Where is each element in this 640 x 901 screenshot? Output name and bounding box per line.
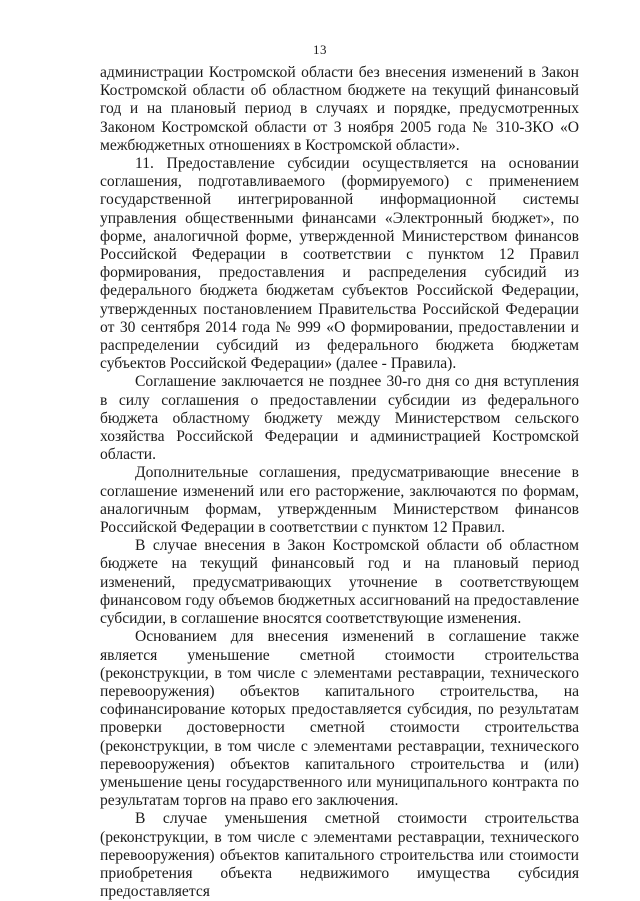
- paragraph-cost-reduction: В случае уменьшения сметной стоимости строительства (реконструкции, в том числе с элементами реставрации, технического перевооружения) объектов капитального строительства или стоимости приобретения объекта недвижимого имущества субсидия предоставляется: [100, 810, 579, 901]
- paragraph-agreement-deadline: Соглашение заключается не позднее 30-го дня со дня вступления в силу соглашения о предоставлении субсидии из федерального бюджета областному бюджету между Министерством сельского хозяйства Российской Федерации и администрацией Костромской области.: [100, 373, 579, 464]
- paragraph-budget-law-changes: В случае внесения в Закон Костромской области об областном бюджете на текущий финансовый год и на плановый период изменений, предусматривающих уточнение в соответствующем финансовом году объемов бюджетных ассигнований на предоставление субсидии, в соглашение вносятся соответствующие изменения.: [100, 537, 579, 628]
- document-body: [100, 64, 579, 901]
- page-number: 13: [313, 42, 327, 57]
- paragraph-continuation: администрации Костромской области без внесения изменений в Закон Костромской области об областном бюджете на текущий финансовый год и на плановый период в случаях и порядке, предусмотренных Законом Костромской области от 3 ноября 2005 года № 310-ЗКО «О межбюджетных отношениях в Костромской области».: [100, 64, 579, 154]
- paragraph-item-11: 11. Предоставление субсидии осуществляется на основании соглашения, подготавливаемого (формируемого) с применением государственной интегрированной информационной системы управления общественными финансами «Электронный бюджет», по форме, аналогичной форме, утвержденной Министерством финансов Российской Федерации в соответствии с пунктом 12 Правил формирования, предоставления и распределения субсидий из федерального бюджета бюджетам субъектов Российской Федерации, утвержденных постановлением Правительства Российской Федерации от 30 сентября 2014 года № 999 «О формировании, предоставлении и распределении субсидий из федерального бюджета бюджетам субъектов Российской Федерации» (далее - Правила).: [100, 155, 579, 373]
- paragraph-grounds-for-changes: Основанием для внесения изменений в соглашение также является уменьшение сметной стоимости строительства (реконструкции, в том числе с элементами реставрации, технического перевооружения) объектов капитального строительства, на софинансирование которых предоставляется субсидия, по результатам проверки достоверности сметной стоимости строительства (реконструкции, в том числе с элементами реставрации, технического перевооружения) объектов капитального строительства и (или) уменьшение цены государственного или муниципального контракта по результатам торгов на право его заключения.: [100, 628, 579, 810]
- paragraph-additional-agreements: Дополнительные соглашения, предусматривающие внесение в соглашение изменений или его расторжение, заключаются по формам, аналогичным формам, утвержденным Министерством финансов Российской Федерации в соответствии с пунктом 12 Правил.: [100, 464, 579, 537]
